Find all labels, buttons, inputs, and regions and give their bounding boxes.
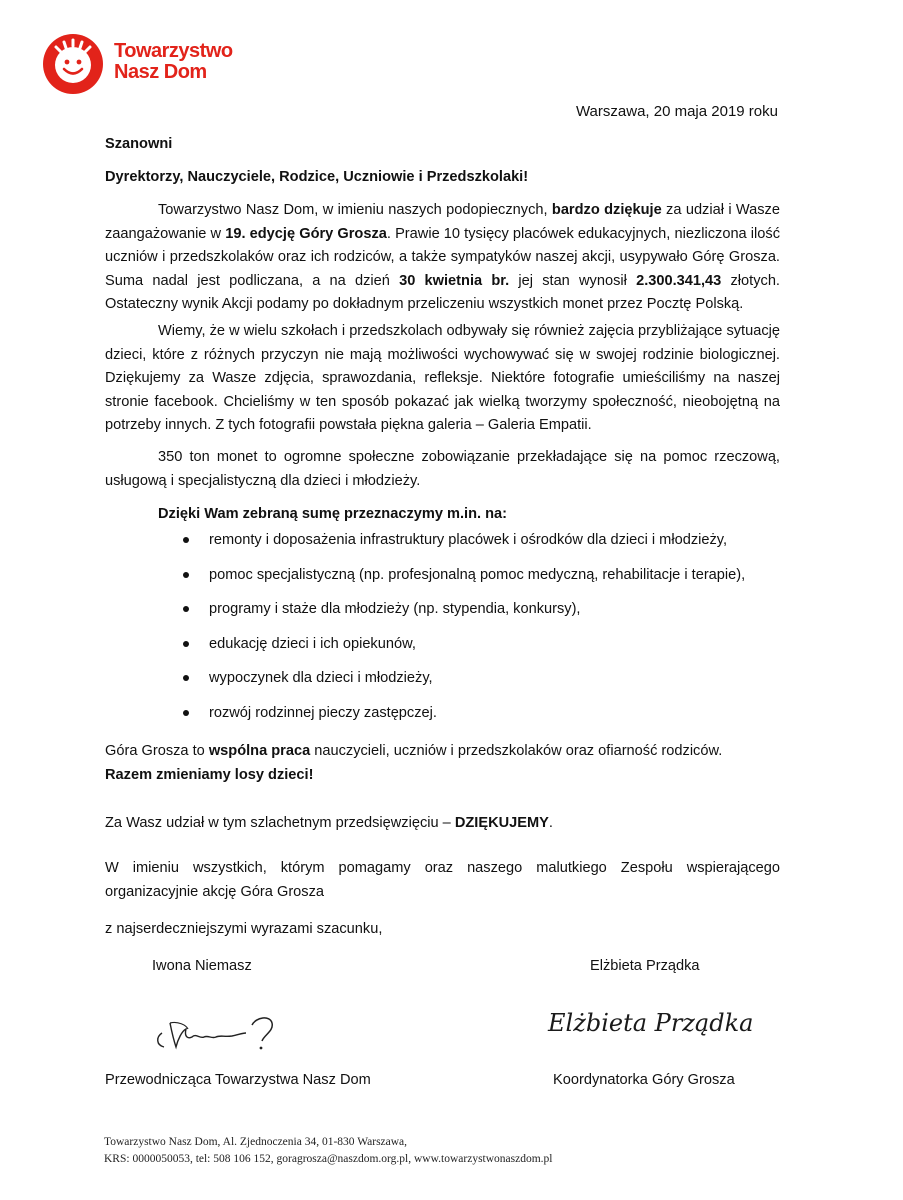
para5-text-2: . — [548, 815, 553, 831]
para4-bold-slogan: Razem zmieniamy losy dzieci! — [105, 766, 314, 783]
para5-text-1: Za Wasz udział w tym szlachetnym przedsięwzięciu – — [105, 815, 455, 831]
signature-1-image — [148, 1003, 288, 1055]
purpose-list — [160, 530, 745, 737]
bullet-icon — [183, 675, 189, 681]
signature-2-text: Elżbieta Prządka — [548, 1009, 754, 1037]
salutation-line-1: Szanowni — [105, 136, 173, 152]
para1-text-1: Towarzystwo Nasz Dom, w imieniu naszych podopiecznych, — [158, 202, 552, 218]
paragraph-joint-work — [105, 740, 722, 787]
signer-2-title: Koordynatorka Góry Grosza — [553, 1072, 735, 1088]
signer-1-name: Iwona Niemasz — [152, 958, 252, 974]
list-item — [160, 565, 745, 600]
para1-text-4: jej stan wynosił — [509, 272, 637, 289]
paragraph-thank-you — [105, 812, 553, 836]
list-item-text: edukację dzieci i ich opiekunów, — [209, 635, 416, 652]
para1-text-3: . Prawie 10 tysięcy placówek edukacyjnych, niezliczona ilość uczniów i przedszkolaków oraz ich rodziców, a także sympatyków naszej akcji, usypywało Górę Grosza. Suma nadal jest podliczana, a na dzień — [105, 225, 781, 289]
salutation-line-2: Dyrektorzy, Nauczyciele, Rodzice, Uczniowie i Przedszkolaki! — [105, 169, 529, 185]
bullet-icon — [183, 572, 189, 578]
list-item — [160, 599, 745, 634]
list-item — [160, 668, 745, 703]
para6-text: W imieniu wszystkich, którym pomagamy oraz naszego malutkiego Zespołu wspierającego organizacyjnie akcję Góra Grosza — [105, 860, 780, 900]
closing-line: z najserdeczniejszymi wyrazami szacunku, — [105, 921, 383, 937]
para3-text: 350 ton monet to ogromne społeczne zobowiązanie przekładające się na pomoc rzeczową, usługową i specjalistyczną dla dzieci i młodzieży. — [105, 449, 780, 489]
signature-2-image — [544, 1003, 764, 1043]
logo-line-1: Towarzystwo — [114, 40, 233, 62]
list-item — [160, 530, 745, 565]
list-item-text: rozwój rodzinnej pieczy zastępczej. — [209, 704, 437, 721]
bullet-icon — [183, 641, 189, 647]
para5-bold: DZIĘKUJEMY — [454, 815, 549, 831]
bullet-icon — [183, 710, 189, 716]
logo-wordmark — [114, 41, 233, 83]
para4-bold-1: wspólna praca — [208, 743, 311, 759]
signer-1-title: Przewodnicząca Towarzystwa Nasz Dom — [105, 1072, 371, 1088]
footer-address: Towarzystwo Nasz Dom, Al. Zjednoczenia 34, 01-830 Warszawa, — [104, 1136, 408, 1148]
list-item — [160, 634, 745, 669]
list-item-text: wypoczynek dla dzieci i młodzieży, — [209, 670, 433, 686]
para4-text-1: Góra Grosza to — [105, 743, 209, 759]
letter-date: Warszawa, 20 maja 2019 roku — [575, 103, 778, 120]
list-item-text: programy i staże dla młodzieży (np. stypendia, konkursy), — [209, 601, 581, 617]
paragraph-on-behalf — [105, 857, 780, 904]
footer-contact — [104, 1134, 553, 1168]
para4-text-2: nauczycieli, uczniów i przedszkolaków oraz ofiarność rodziców. — [310, 743, 723, 759]
para1-bold-2: 19. edycję Góry Grosza — [225, 225, 387, 242]
bullet-icon — [183, 606, 189, 612]
paragraph-thanks — [105, 199, 780, 317]
para1-text-2: za udział i Wasze zaangażowanie w — [105, 202, 780, 242]
footer-contact-details: KRS: 0000050053, tel: 508 106 152, goragrosza@naszdom.org.pl, www.towarzystwonaszdom.pl — [104, 1153, 553, 1165]
list-heading: Dzięki Wam zebraną sumę przeznaczymy m.in. na: — [158, 506, 508, 522]
list-item — [160, 703, 745, 738]
smiley-logo-icon — [42, 33, 104, 95]
signer-2-name: Elżbieta Prządka — [590, 958, 700, 974]
bullet-icon — [183, 537, 189, 543]
para1-bold-1: bardzo dziękuje — [551, 202, 662, 218]
para1-text-5: złotych. Ostateczny wynik Akcji podamy po dokładnym przeliczeniu wszystkich monet przez Pocztę Polską. — [105, 272, 780, 312]
para1-bold-3: 30 kwietnia br. — [399, 272, 510, 289]
paragraph-coins — [105, 446, 780, 493]
list-item-text: remonty i doposażenia infrastruktury placówek i ośrodków dla dzieci i młodzieży, — [209, 532, 728, 548]
paragraph-activities — [105, 320, 780, 438]
para1-bold-amount: 2.300.341,43 — [636, 272, 722, 289]
organization-logo — [42, 33, 232, 97]
para2-text: Wiemy, że w wielu szkołach i przedszkolach odbywały się również zajęcia przybliżające sytuację dzieci, które z różnych przyczyn nie mają możliwości wychowywać się w swojej rodzinie biologicznej. Dziękujemy za Wasze zdjęcia, sprawozdania, refleksje. Niektóre fotografie umieściliśmy na naszej stronie facebook. Chcieliśmy w ten sposób pokazać jak wielką tworzymy społeczność, nieobojętną na potrzeby innych. Z tych fotografii powstała piękna galeria – Galeria Empatii. — [105, 323, 780, 433]
list-item-text: pomoc specjalistyczną (np. profesjonalną pomoc medyczną, rehabilitacje i terapie), — [209, 566, 746, 583]
logo-line-2: Nasz Dom — [114, 61, 207, 83]
